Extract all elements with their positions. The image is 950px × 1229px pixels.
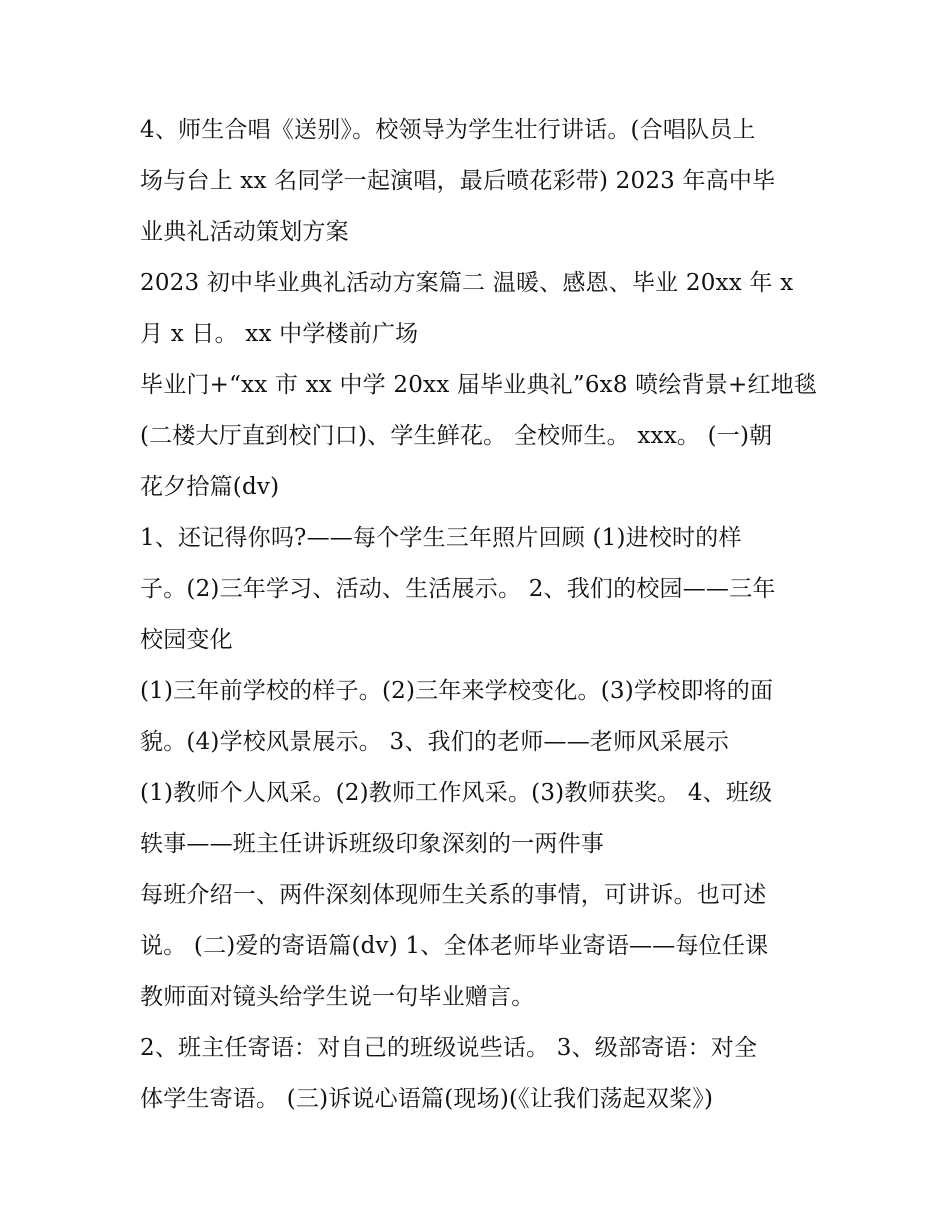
text-line: 业典礼活动策划方案 [140, 219, 349, 245]
text-line: 1、还记得你吗?——每个学生三年照片回顾 (1)进校时的样 [140, 525, 742, 551]
text-line: 花夕拾篇(dv) [140, 474, 280, 500]
text-line: 场与台上 xx 名同学一起演唱，最后喷花彩带) 2023 年高中毕 [140, 168, 776, 194]
text-line: 说。 (二)爱的寄语篇(dv) 1、全体老师毕业寄语——每位任课 [140, 933, 769, 959]
text-line: (1)教师个人风采。(2)教师工作风采。(3)教师获奖。 4、班级 [140, 780, 773, 806]
text-line: 4、师生合唱《送别》。校领导为学生壮行讲话。(合唱队员上 [140, 117, 756, 143]
text-line: 2023 初中毕业典礼活动方案篇二 温暖、感恩、毕业 20xx 年 x [140, 270, 794, 296]
text-line: 2、班主任寄语：对自己的班级说些话。 3、级部寄语：对全 [140, 1035, 758, 1061]
text-line: 轶事——班主任讲诉班级印象深刻的一两件事 [140, 831, 604, 857]
text-line: 校园变化 [140, 627, 233, 653]
text-line: (二楼大厅直到校门口)、学生鲜花。 全校师生。 xxx。 (一)朝 [140, 423, 773, 449]
text-line: 毕业门+“xx 市 xx 中学 20xx 届毕业典礼”6x8 喷绘背景+红地毯 [140, 372, 818, 398]
text-line: 体学生寄语。 (三)诉说心语篇(现场)(《让我们荡起双桨》) [140, 1086, 714, 1112]
text-line: 貌。(4)学校风景展示。 3、我们的老师——老师风采展示 [140, 729, 730, 755]
text-line: 月 x 日。 xx 中学楼前广场 [140, 321, 419, 347]
text-line: 子。(2)三年学习、活动、生活展示。 2、我们的校园——三年 [140, 576, 776, 602]
text-line: 教师面对镜头给学生说一句毕业赠言。 [140, 984, 535, 1010]
text-line: 每班介绍一、两件深刻体现师生关系的事情，可讲诉。也可述 [140, 882, 767, 908]
document-body [140, 105, 820, 1125]
text-line: (1)三年前学校的样子。(2)三年来学校变化。(3)学校即将的面 [140, 678, 774, 704]
